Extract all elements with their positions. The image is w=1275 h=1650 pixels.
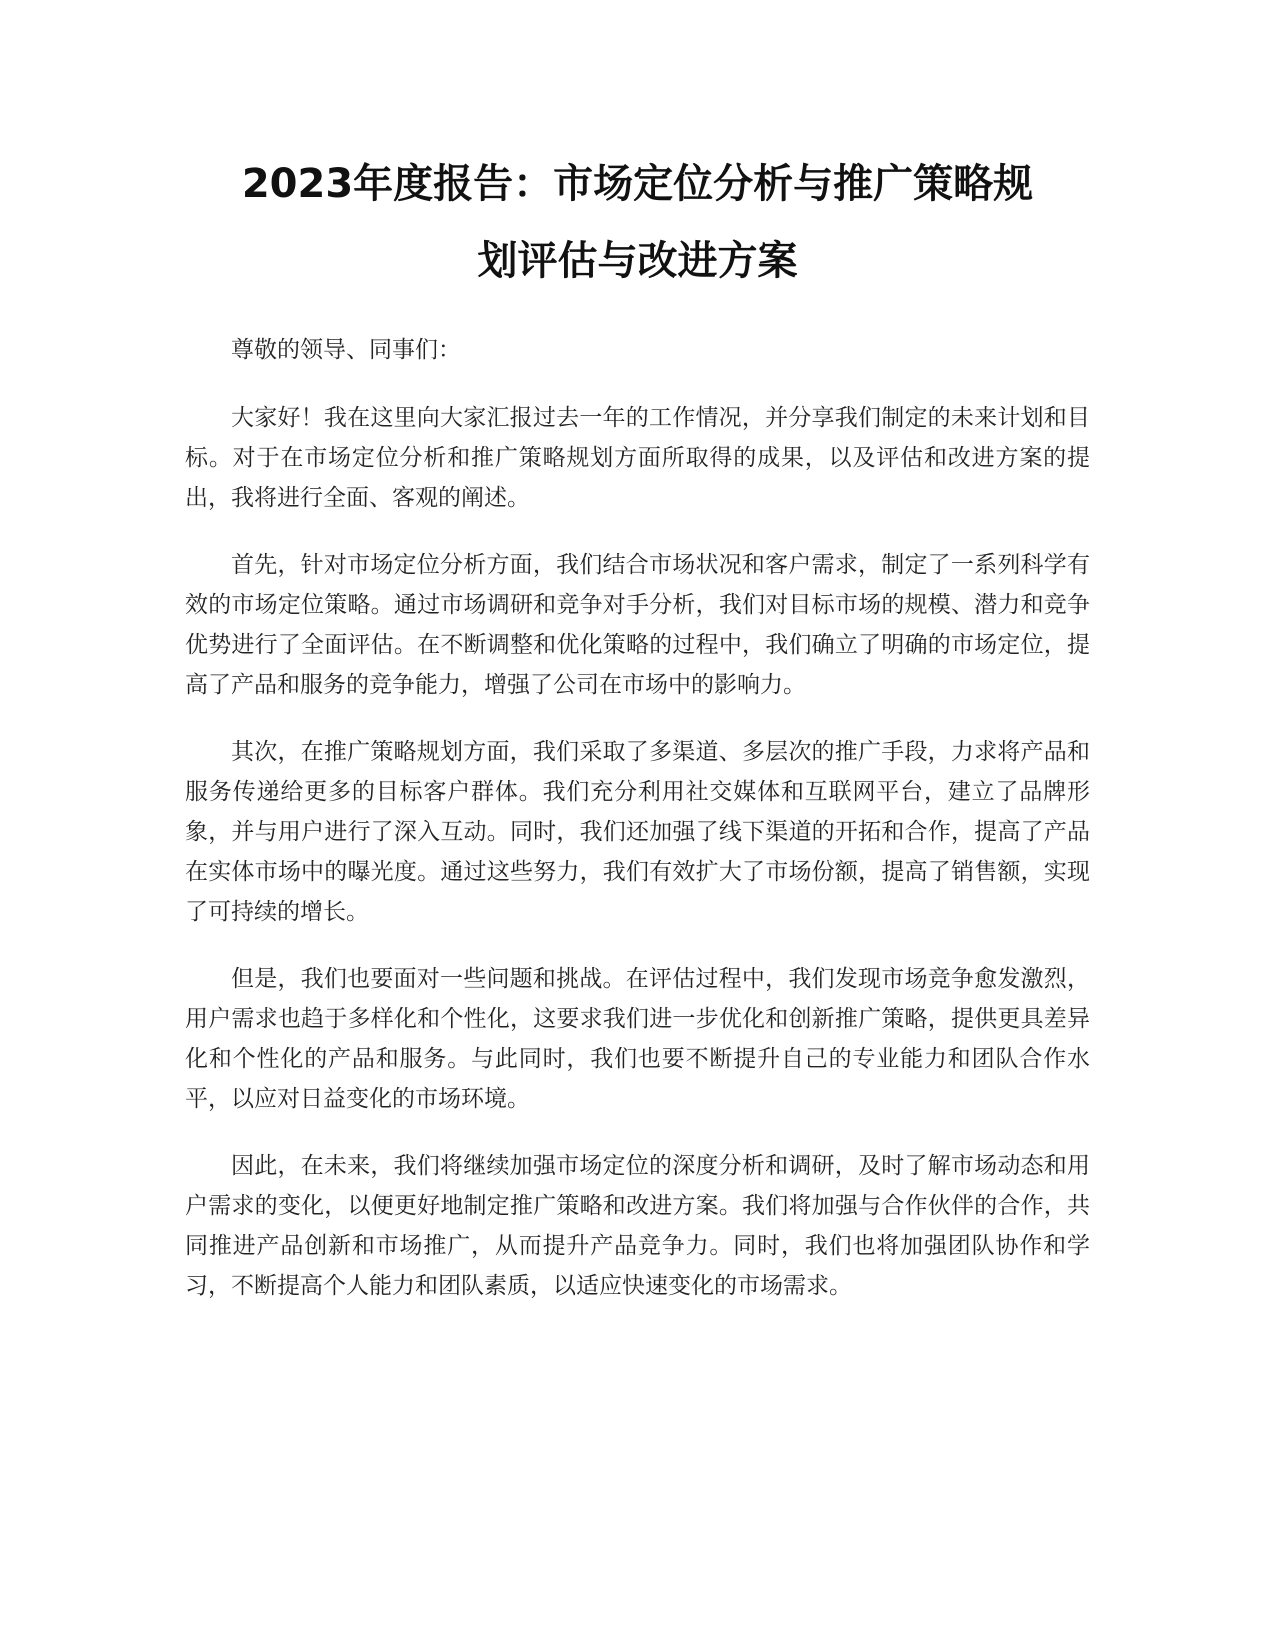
paragraph-market-positioning: 首先，针对市场定位分析方面，我们结合市场状况和客户需求，制定了一系列科学有效的市场定位策略。通过市场调研和竞争对手分析，我们对目标市场的规模、潜力和竞争优势进行了全面评估。在不断调整和优化策略的过程中，我们确立了明确的市场定位，提高了产品和服务的竞争能力，增强了公司在市场中的影响力。 (185, 552, 1090, 698)
document-title (185, 146, 1090, 300)
salutation: 尊敬的领导、同事们： (231, 337, 461, 363)
title-line-2: 划评估与改进方案 (477, 238, 798, 284)
title-line-1: 2023年度报告：市场定位分析与推广策略规 (241, 161, 1034, 207)
paragraph-greeting: 大家好！我在这里向大家汇报过去一年的工作情况，并分享我们制定的未来计划和目标。对于在市场定位分析和推广策略规划方面所取得的成果，以及评估和改进方案的提出，我将进行全面、客观的阐述。 (185, 405, 1090, 511)
document-body (185, 330, 1090, 1306)
paragraph-challenges: 但是，我们也要面对一些问题和挑战。在评估过程中，我们发现市场竞争愈发激烈，用户需求也趋于多样化和个性化，这要求我们进一步优化和创新推广策略，提供更具差异化和个性化的产品和服务。与此同时，我们也要不断提升自己的专业能力和团队合作水平，以应对日益变化的市场环境。 (185, 966, 1090, 1112)
paragraph-future-plan: 因此，在未来，我们将继续加强市场定位的深度分析和调研，及时了解市场动态和用户需求的变化，以便更好地制定推广策略和改进方案。我们将加强与合作伙伴的合作，共同推进产品创新和市场推广，从而提升产品竞争力。同时，我们也将加强团队协作和学习，不断提高个人能力和团队素质，以适应快速变化的市场需求。 (185, 1153, 1090, 1299)
paragraph-promotion-strategy: 其次，在推广策略规划方面，我们采取了多渠道、多层次的推广手段，力求将产品和服务传递给更多的目标客户群体。我们充分利用社交媒体和互联网平台，建立了品牌形象，并与用户进行了深入互动。同时，我们还加强了线下渠道的开拓和合作，提高了产品在实体市场中的曝光度。通过这些努力，我们有效扩大了市场份额，提高了销售额，实现了可持续的增长。 (185, 739, 1090, 925)
